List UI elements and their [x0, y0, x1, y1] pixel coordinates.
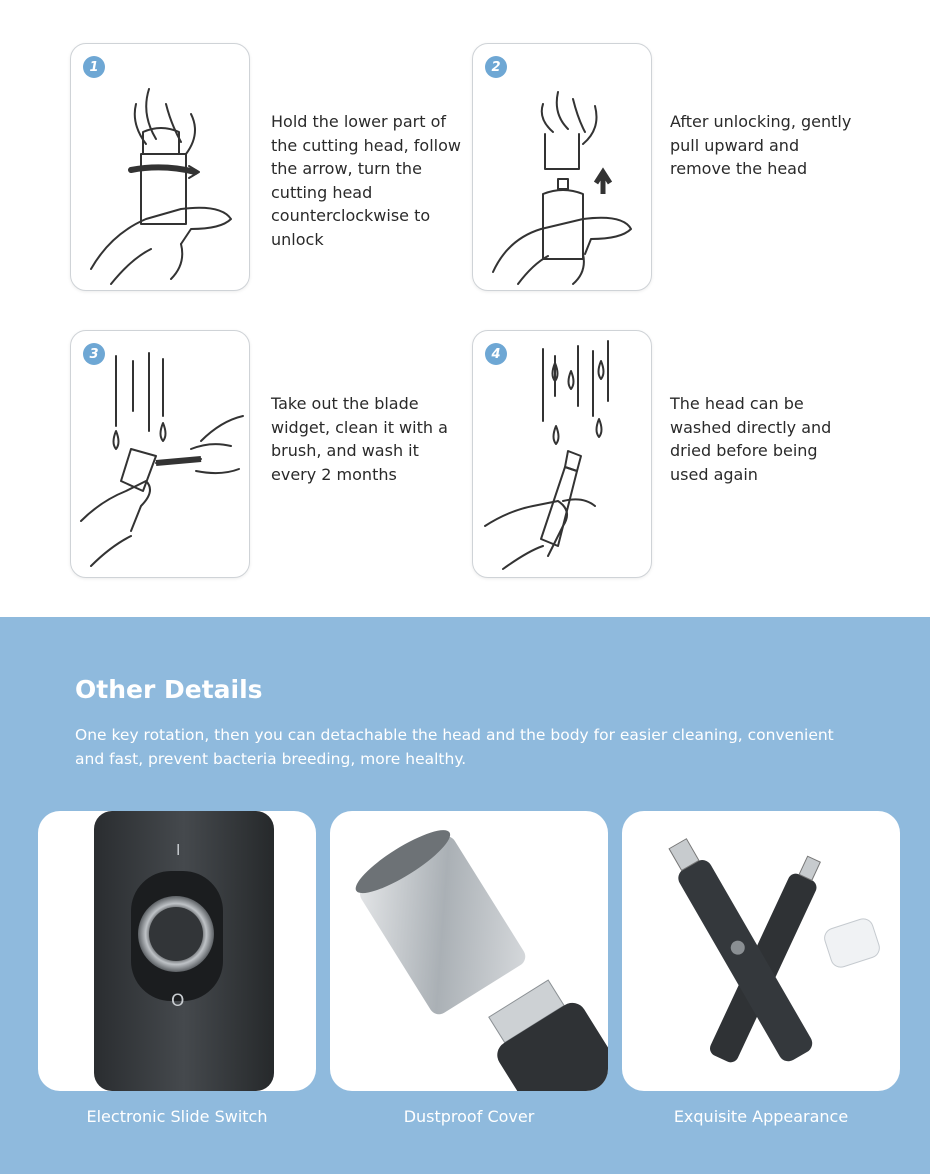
step-4-illustration — [473, 331, 653, 579]
feature-card-exquisite-appearance — [622, 811, 900, 1091]
step-1-card — [70, 43, 250, 291]
step-2-number: 2 — [485, 56, 507, 78]
step-1-illustration — [71, 44, 251, 292]
switch-off-mark: O — [171, 991, 185, 1011]
step-4-card — [472, 330, 652, 578]
feature-card-dustproof-cover — [330, 811, 608, 1091]
other-details-section — [0, 617, 930, 1174]
section-description: One key rotation, then you can detachable the head and the body for easier cleaning, convenient and fast, prevent bacteria breeding, more healthy. — [75, 726, 834, 768]
step-2-illustration — [473, 44, 653, 292]
switch-on-mark: I — [176, 841, 181, 859]
feature-caption-slide-switch: Electronic Slide Switch — [86, 1107, 268, 1126]
step-2-card — [472, 43, 652, 291]
step-1-text: Hold the lower part of the cutting head, follow the arrow, turn the cutting head counterclockwise to unlock — [271, 112, 461, 249]
feature-card-slide-switch — [38, 811, 316, 1091]
step-3-card — [70, 330, 250, 578]
step-3-number: 3 — [83, 343, 105, 365]
step-3-text: Take out the blade widget, clean it with a brush, and wash it every 2 months — [271, 394, 448, 484]
step-3-illustration — [71, 331, 251, 579]
step-4-text: The head can be washed directly and dried before being used again — [670, 394, 832, 484]
step-1-number: 1 — [83, 56, 105, 78]
section-title: Other Details — [75, 675, 263, 704]
feature-caption-exquisite-appearance: Exquisite Appearance — [673, 1107, 849, 1126]
dustproof-cover-image — [330, 811, 608, 1091]
exquisite-appearance-image — [622, 811, 900, 1091]
step-4-number: 4 — [485, 343, 507, 365]
feature-caption-dustproof-cover: Dustproof Cover — [403, 1107, 535, 1126]
step-2-text: After unlocking, gently pull upward and remove the head — [670, 112, 852, 178]
